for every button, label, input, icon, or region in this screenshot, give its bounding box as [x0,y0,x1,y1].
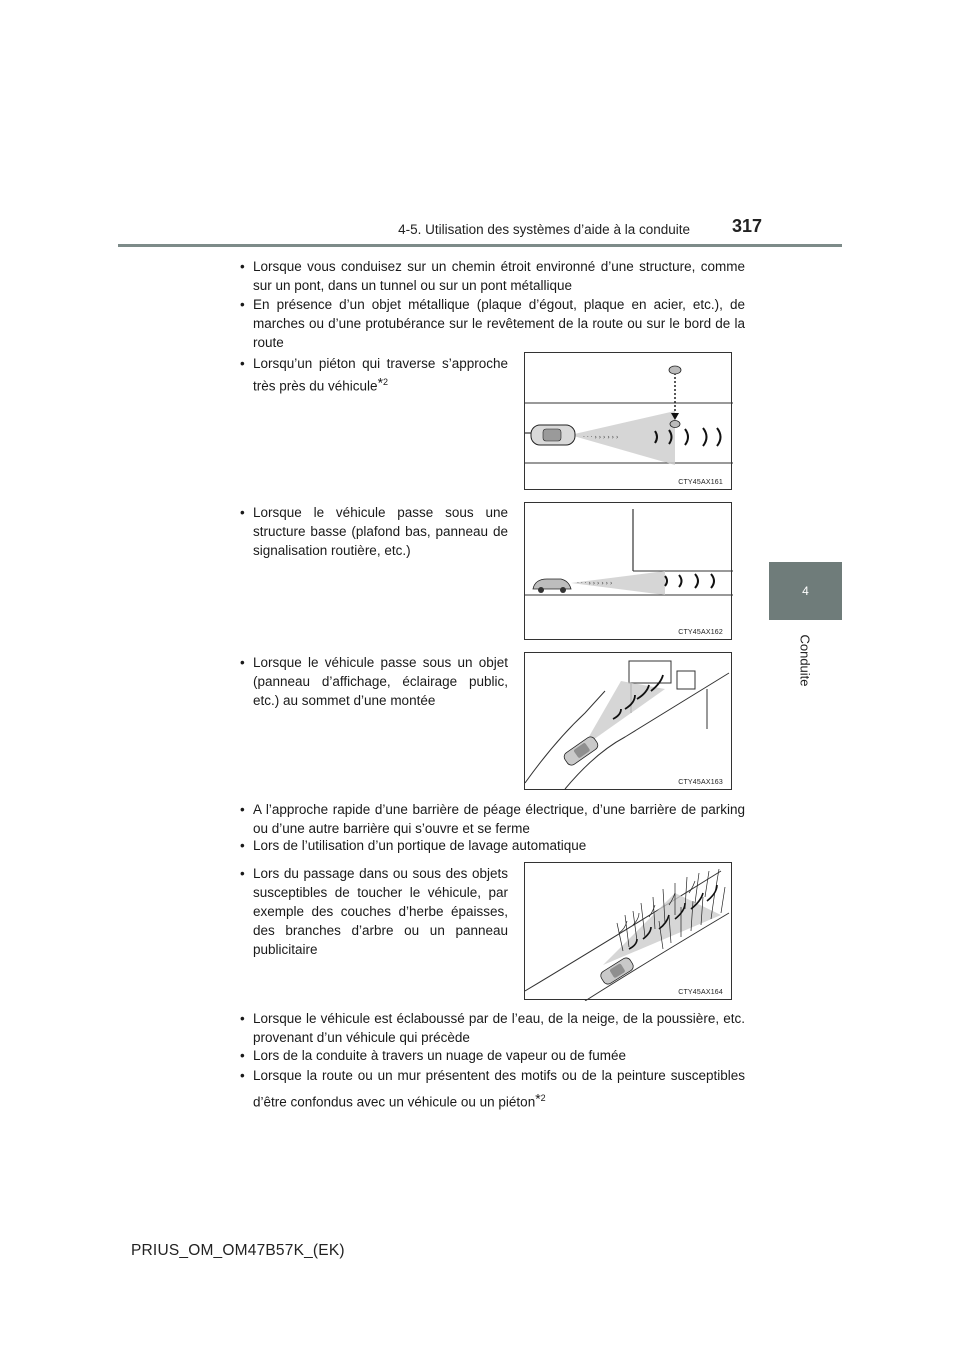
bullet-text: Lorsque vous conduisez sur un chemin étroit environné d’une structure, comme sur un pont, dans un tunnel ou sur un pont métallique [253,259,745,293]
figure-code: CTY45AX164 [678,989,723,996]
grass-branches-illustration [525,863,733,1001]
footnote-number: 2 [540,1093,546,1103]
footnote-number: 2 [383,377,389,387]
bullet-uphill-object: • Lorsque le véhicule passe sous un objet (panneau d’affichage, éclairage public, etc.) au sommet d’une montée [240,655,508,708]
bullet-text: Lors de l’utilisation d’un portique de lavage automatique [253,838,587,853]
bullet-toll-barrier: • A l’approche rapide d’une barrière de péage électrique, d’une barrière de parking ou d’une autre barrière qui s’ouvre et se ferme [240,802,745,836]
page-number: 317 [732,216,763,236]
bullet-steam-smoke: • Lors de la conduite à travers un nuage de vapeur ou de fumée [240,1046,745,1065]
bullet-road-patterns: • Lorsque la route ou un mur présentent des motifs ou de la peinture susceptibles d’être confondus avec un véhicule ou un piéton*$^2$ [240,1068,745,1110]
chapter-number: 4 [802,584,809,598]
figure-code: CTY45AX161 [678,479,723,486]
bullet-car-wash: • Lors de l’utilisation d’un portique de lavage automatique [240,836,745,855]
figure-code: CTY45AX162 [678,629,723,636]
chapter-label-box [775,630,835,690]
bullet-text: Lorsque le véhicule passe sous un objet (panneau d’affichage, éclairage public, etc.) au sommet d’une montée [253,655,508,708]
uphill-object-illustration [525,653,733,791]
svg-text:· · · › › › › › ›: · · · › › › › › › [577,580,613,587]
bullet-low-structure: • Lorsque le véhicule passe sous une structure basse (plafond bas, panneau de signalisation routière, etc.) [240,505,508,558]
footnote-star: * [535,1090,541,1107]
bullet-text: En présence d’un objet métallique (plaque d’égout, plaque en acier, etc.), de marches ou d’une protubérance sur le revêtement de la route ou sur le bord de la route [253,297,745,350]
bullet-text: Lorsque le véhicule passe sous une structure basse (plafond bas, panneau de signalisation routière, etc.) [253,505,508,558]
figure-grass-branches [524,862,732,1000]
chapter-tab [769,562,842,620]
figure-pedestrian [524,352,732,490]
bullet-text: Lorsque la route ou un mur présentent des motifs ou de la peinture susceptibles d’être confondus avec un véhicule ou un piéton [253,1068,745,1110]
figure-low-structure [524,502,732,640]
low-structure-illustration [525,503,733,641]
svg-text:· · · › › › › › ›: · · · › › › › › › [583,434,619,441]
bullet-text: Lorsqu’un piéton qui traverse s’approche très près du véhicule [253,356,508,394]
bullet-metal-object: • En présence d’un objet métallique (plaque d’égout, plaque en acier, etc.), de marches ou d’une protubérance sur le revêtement de la route ou sur le bord de la route [240,297,745,350]
bullet-narrow-path: • Lorsque vous conduisez sur un chemin étroit environné d’une structure, comme sur un pont, dans un tunnel ou sur un pont métallique [240,259,745,293]
bullet-text: Lorsque le véhicule est éclaboussé par de l’eau, de la neige, de la poussière, etc. provenant d’un véhicule qui précède [253,1011,745,1045]
manual-id: PRIUS_OM_OM47B57K_(EK) [131,1242,345,1259]
footnote-star: * [377,374,384,391]
bullet-splashed: • Lorsque le véhicule est éclaboussé par de l’eau, de la neige, de la poussière, etc. provenant d’un véhicule qui précède [240,1011,745,1045]
chapter-label: Conduite [797,633,813,687]
bullet-text: A l’approche rapide d’une barrière de péage électrique, d’une barrière de parking ou d’une autre barrière qui s’ouvre et se ferme [253,802,745,836]
header-rule [118,244,842,247]
figure-code: CTY45AX163 [678,779,723,786]
pedestrian-illustration [525,353,733,491]
bullet-text: Lors de la conduite à travers un nuage de vapeur ou de fumée [253,1048,627,1063]
figure-uphill-object [524,652,732,790]
section-title: 4-5. Utilisation des systèmes d’aide à la conduite [398,222,690,237]
bullet-pedestrian: • Lorsqu’un piéton qui traverse s’approche très près du véhicule*$^2$ [240,356,508,394]
bullet-text: Lors du passage dans ou sous des objets susceptibles de toucher le véhicule, par exemple des couches d’herbe épaisses, des branches d’arbre ou un panneau publicitaire [253,866,508,957]
bullet-grass-branches: • Lors du passage dans ou sous des objets susceptibles de toucher le véhicule, par exemple des couches d’herbe épaisses, des branches d’arbre ou un panneau publicitaire [240,866,508,957]
